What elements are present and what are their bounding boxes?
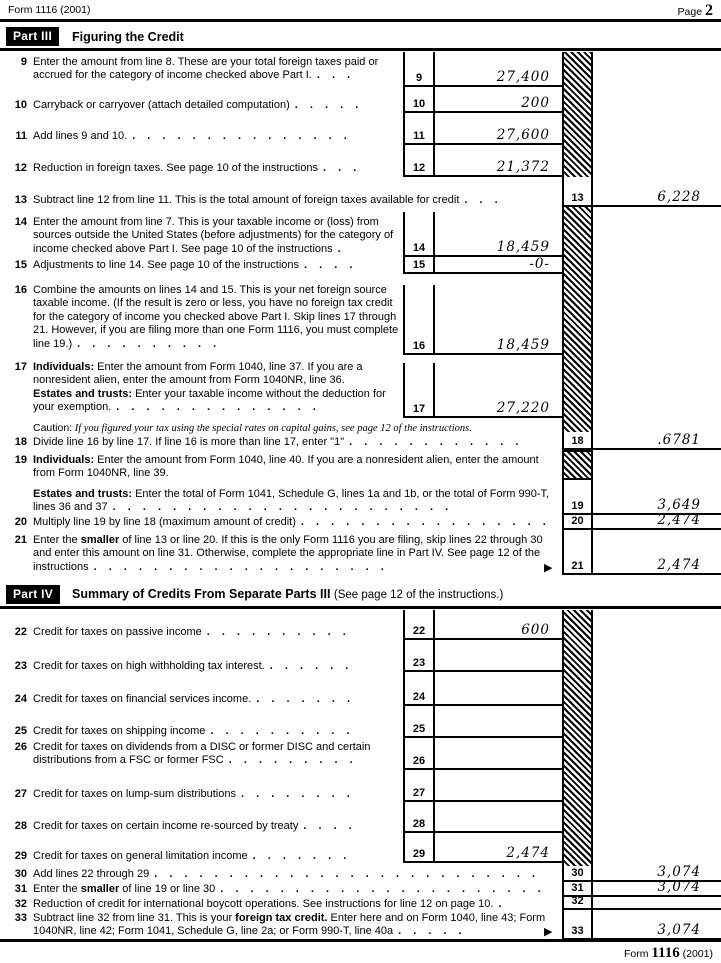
line16-numbox: 16 — [403, 285, 435, 355]
line12-amount-field[interactable]: 21,372 — [435, 145, 562, 177]
line19-text: 19 Individuals: Enter the amount from Form 1040, line 40. If you are a nonresident alien, enter the amount from Form 1040NR, line 39. Estates and trusts: Enter the total of Form 1041, Schedule G, lines 1a and 1b, or the total of Form 990-T, lines 36 and 37 . . . . . . . . . . . . . . . . . . . . . . . — [14, 454, 550, 514]
line18-numbox: 18 — [562, 432, 593, 450]
line12-text: 12 Reduction in foreign taxes. See page 10 of the instructions . . . — [14, 162, 357, 174]
line10-text: 10 Carryback or carryover (attach detailed computation) . . . . . — [14, 99, 359, 111]
line22-amount-field[interactable]: 600 — [435, 610, 562, 640]
footer-form-id: Form 1116 (2001) — [623, 945, 713, 961]
line18-amount-field[interactable]: .6781 — [593, 432, 721, 450]
line33-arrow-icon: ▶ — [544, 926, 553, 938]
line33-numbox: 33 — [562, 910, 593, 940]
line27-text: 27 Credit for taxes on lump-sum distributions . . . . . . . . — [14, 788, 350, 800]
hatch-strip — [562, 610, 593, 866]
leader-dots: . . . . . — [398, 925, 462, 938]
line24-numbox: 24 — [403, 672, 435, 706]
line15-numbox: 15 — [403, 257, 435, 274]
line31-numbox: 31 — [562, 882, 593, 897]
line21-text: 21 Enter the smaller of line 13 or line 20. If this is the only Form 1116 you are filing, skip lines 22 through 30 and enter this amount on line 31. Otherwise, complete the appropriate line in Part IV. See page 12 of the instructions . . . . . . . . . . . . . . . . . . . . — [14, 534, 543, 573]
line20-amount-field[interactable]: 2,474 — [593, 515, 721, 530]
leader-dots: . . . — [464, 194, 498, 206]
line33-text: 33 Subtract line 32 from line 31. This is your foreign tax credit. Enter here and on Form 1040, line 43; Form 1040NR, line 42; Form 1041, Schedule G, line 2a; or Form 990-T, line 40a . . . . . — [14, 912, 546, 938]
line28-text: 28 Credit for taxes on certain income re-sourced by treaty . . . . — [14, 820, 352, 832]
part4-title: Summary of Credits From Separate Parts III (See page 12 of the instructions.) — [72, 587, 504, 601]
leader-dots: . . . . . . . . . . . . . . . . . . . . — [93, 560, 384, 573]
line20-numbox: 20 — [562, 515, 593, 530]
line10-numbox: 10 — [403, 87, 435, 113]
line19-numbox: 19 — [562, 480, 593, 515]
page-indicator: Page 2 — [677, 2, 713, 19]
leader-dots: . . . . . . . . . . . . . . . . . — [300, 516, 546, 528]
line29-text: 29 Credit for taxes on general limitation income . . . . . . . — [14, 850, 347, 862]
hatch-strip — [562, 207, 593, 432]
line24-amount-field[interactable] — [435, 672, 562, 706]
line16-text: 16 Combine the amounts on lines 14 and 15. This is your net foreign source taxable income. (If the result is zero or less, you have no foreign tax credit for the category of income you checked above Part I. Skip lines 17 through 21. However, if you are filing more than one Form 1116, you must complete line 19.) . . . . . . . . . . — [14, 284, 399, 350]
line33-amount-field[interactable]: 3,074 — [593, 910, 721, 940]
line9-numbox: 9 — [403, 52, 435, 87]
line31-amount-field[interactable]: 3,074 — [593, 882, 721, 897]
line26-text: 26 Credit for taxes on dividends from a DISC or former DISC and certain distributions from a FSC or former FSC . . . . . . . . . — [14, 741, 371, 767]
line13-numbox: 13 — [562, 185, 593, 207]
line26-amount-field[interactable] — [435, 738, 562, 770]
line11-amount-field[interactable]: 27,600 — [435, 113, 562, 145]
line14-text: 14 Enter the amount from line 7. This is your taxable income or (loss) from sources outside the United States (before adjustments) for the category of income checked above Part I. See page 10 of the instructions . — [14, 216, 394, 255]
leader-dots: . . . — [322, 162, 357, 174]
leader-dots: . . . . . . — [269, 660, 349, 672]
line32-text: 32 Reduction of credit for international boycott operations. See instructions for line 12 on page 10. . — [14, 898, 502, 910]
part4-badge: Part IV — [6, 585, 60, 604]
line9-text: 9 Enter the amount from line 8. These are your total foreign taxes paid or accrued for the category of income checked above Part I. . . . — [20, 56, 379, 82]
leader-dots: . . . . . . . . — [240, 788, 350, 800]
line29-numbox: 29 — [403, 833, 435, 863]
line9-amount-field[interactable]: 27,400 — [435, 52, 562, 87]
part3-badge: Part III — [6, 27, 59, 46]
line30-numbox: 30 — [562, 866, 593, 882]
line32-amount-field[interactable] — [593, 897, 721, 910]
part3-title: Figuring the Credit — [72, 30, 184, 44]
leader-dots: . . . . . . . . . . . . . . . . . . . . . . . . . . — [154, 868, 536, 880]
leader-dots: . . . . . . . . . — [228, 754, 353, 767]
header-rule — [0, 19, 721, 22]
line16-amount-field[interactable]: 18,459 — [435, 285, 562, 355]
line28-amount-field[interactable] — [435, 802, 562, 833]
hatch-strip — [562, 52, 593, 177]
line25-amount-field[interactable] — [435, 706, 562, 738]
line17-amount-field[interactable]: 27,220 — [435, 363, 562, 418]
line17-text: 17 Individuals: Enter the amount from Form 1040, line 37. If you are a nonresident alien, enter the amount from Form 1040NR, line 36. Estates and trusts: Enter your taxable income without the deduction for your exemption. . . . . . . . . . . . . . . — [14, 361, 386, 414]
line10-amount-field[interactable]: 200 — [435, 87, 562, 113]
line28-numbox: 28 — [403, 802, 435, 833]
line27-numbox: 27 — [403, 770, 435, 802]
line17-numbox: 17 — [403, 363, 435, 418]
line14-amount-field[interactable]: 18,459 — [435, 212, 562, 257]
leader-dots: . . . . . . . . . . . . . . . . . . . . . . — [220, 883, 541, 895]
leader-dots: . — [498, 898, 502, 910]
line29-amount-field[interactable]: 2,474 — [435, 833, 562, 863]
line25-numbox: 25 — [403, 706, 435, 738]
line11-text: 11 Add lines 9 and 10. . . . . . . . . . . . . . . . — [15, 130, 347, 142]
line21-numbox: 21 — [562, 530, 593, 575]
line22-text: 22 Credit for taxes on passive income . . . . . . . . . . — [14, 626, 346, 638]
leader-dots: . . . . . . . . . . — [77, 337, 217, 350]
line31-text: 31 Enter the smaller of line 19 or line 30 . . . . . . . . . . . . . . . . . . . . . . — [14, 883, 541, 895]
leader-dots: . . . . . . . . . . . . . . . . . . . . . . . — [112, 501, 449, 514]
bottom-rule — [0, 939, 721, 942]
part3-rule — [0, 48, 721, 51]
line15-text: 15 Adjustments to line 14. See page 10 of the instructions . . . . — [14, 259, 353, 271]
leader-dots: . . . . . . . . . . . . — [349, 436, 519, 448]
line30-text: 30 Add lines 22 through 29 . . . . . . . . . . . . . . . . . . . . . . . . . . — [14, 868, 536, 880]
line30-amount-field[interactable]: 3,074 — [593, 866, 721, 882]
line20-text: 20 Multiply line 19 by line 18 (maximum amount of credit) . . . . . . . . . . . . . . . . . — [14, 516, 546, 528]
leader-dots: . . . . . . . . . . . . . . . — [132, 130, 347, 142]
line15-amount-field[interactable]: -0- — [435, 257, 562, 274]
line13-amount-field[interactable]: 6,228 — [593, 185, 721, 207]
line25-text: 25 Credit for taxes on shipping income . . . . . . . . . . — [14, 725, 350, 737]
line14-numbox: 14 — [403, 212, 435, 257]
line23-amount-field[interactable] — [435, 640, 562, 672]
part4-rule — [0, 606, 721, 609]
leader-dots: . . . . . . . . . . — [206, 626, 346, 638]
leader-dots: . . . . . . . — [256, 693, 350, 705]
leader-dots: . — [337, 242, 341, 255]
leader-dots: . . . . — [304, 259, 353, 271]
line23-numbox: 23 — [403, 640, 435, 672]
form-id-header: Form 1116 (2001) — [8, 4, 91, 16]
line18-text: 18 Divide line 16 by line 17. If line 16 is more than line 17, enter "1" . . . . . . . . . . . . — [14, 436, 519, 448]
page-number: 2 — [705, 2, 713, 19]
leader-dots: . . . . . . . — [252, 850, 347, 862]
line24-text: 24 Credit for taxes on financial services income. . . . . . . . — [14, 693, 350, 705]
leader-dots: . . . . — [303, 820, 352, 832]
leader-dots: . . . — [316, 69, 351, 82]
line32-numbox: 32 — [562, 897, 593, 910]
leader-dots: . . . . . — [294, 99, 359, 111]
line23-text: 23 Credit for taxes on high withholding tax interest. . . . . . . — [14, 660, 349, 672]
hatch-box — [562, 450, 593, 480]
line22-numbox: 22 — [403, 610, 435, 640]
line21-amount-field[interactable]: 2,474 — [593, 530, 721, 575]
line27-amount-field[interactable] — [435, 770, 562, 802]
hatch-gap — [562, 177, 593, 185]
leader-dots: . . . . . . . . . . — [210, 725, 350, 737]
line11-numbox: 11 — [403, 113, 435, 145]
line19-amount-field[interactable]: 3,649 — [593, 480, 721, 515]
line26-numbox: 26 — [403, 738, 435, 770]
leader-dots: . . . . . . . . . . . . . . — [116, 401, 316, 414]
line13-text: 13 Subtract line 12 from line 11. This is the total amount of foreign taxes available for credit . . . — [14, 194, 498, 206]
line12-numbox: 12 — [403, 145, 435, 177]
line21-arrow-icon: ▶ — [544, 562, 553, 574]
caution-note: Caution: If you figured your tax using the special rates on capital gains, see page 12 of the instructions. — [33, 422, 472, 434]
